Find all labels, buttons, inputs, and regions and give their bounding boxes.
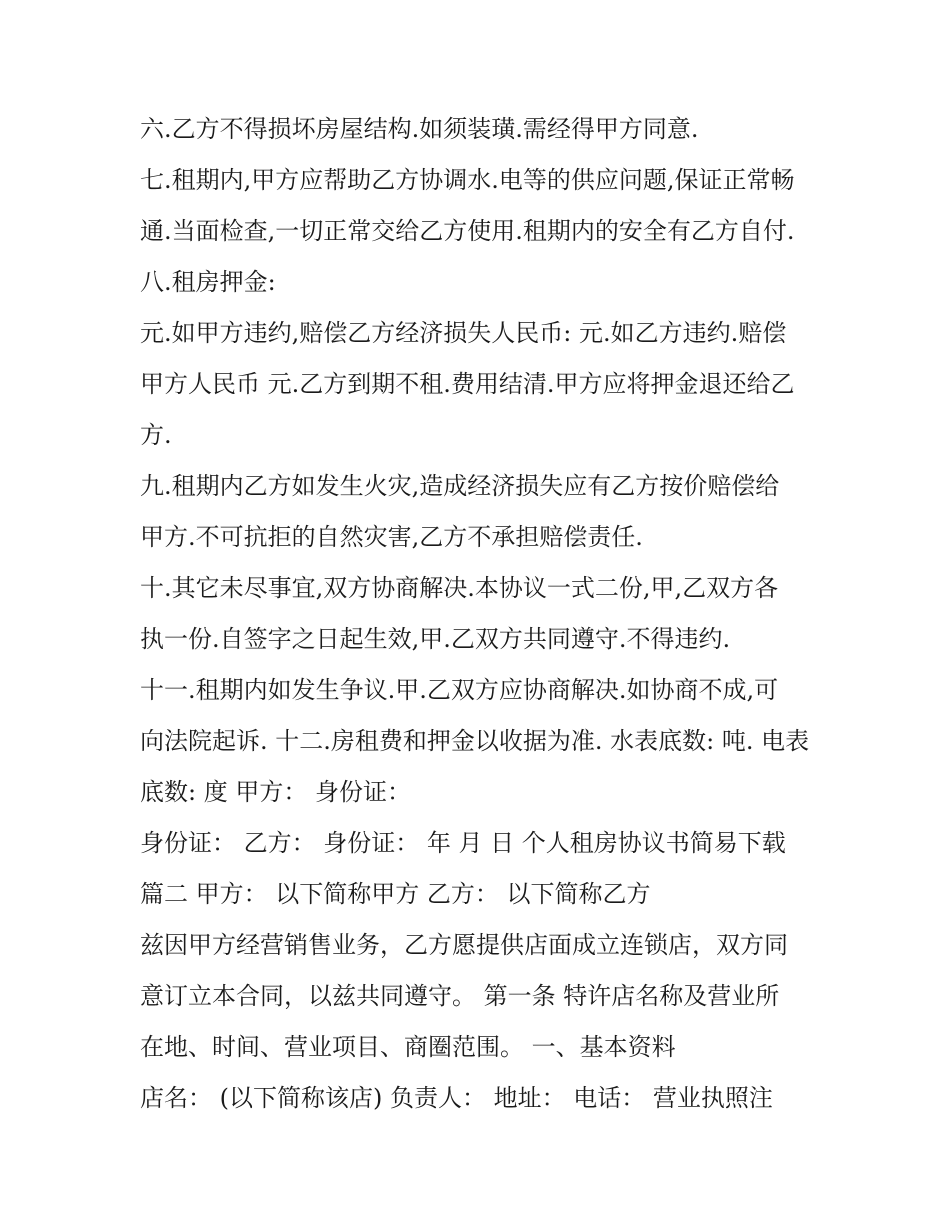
text-line: 八.租房押金: bbox=[140, 268, 276, 296]
text-line: 方. bbox=[140, 421, 172, 449]
text-line: 甲方.不可抗拒的自然灾害,乙方不承担赔偿责任. bbox=[140, 523, 643, 551]
text-line: 九.租期内乙方如发生火灾,造成经济损失应有乙方按价赔偿给 bbox=[140, 472, 780, 500]
text-line: 底数: 度 甲方： 身份证： bbox=[140, 778, 411, 806]
text-line: 十一.租期内如发生争议.甲.乙双方应协商解决.如协商不成,可 bbox=[140, 676, 779, 704]
text-line: 在地、时间、营业项目、商圈范围。 一、基本资料 bbox=[140, 1033, 676, 1061]
text-line: 执一份.自签字之日起生效,甲.乙双方共同遵守.不得违约. bbox=[140, 625, 731, 653]
text-line: 元.如甲方违约,赔偿乙方经济损失人民币: 元.如乙方违约.赔偿 bbox=[140, 319, 787, 347]
text-line: 十.其它未尽事宜,双方协商解决.本协议一式二份,甲,乙双方各 bbox=[140, 574, 779, 602]
text-line: 向法院起诉. 十二.房租费和押金以收据为准. 水表底数: 吨. 电表 bbox=[140, 727, 810, 755]
text-line: 篇二 甲方： 以下简称甲方 乙方： 以下简称乙方 bbox=[140, 880, 651, 908]
document-body bbox=[140, 104, 820, 1124]
text-line: 兹因甲方经营销售业务，乙方愿提供店面成立连锁店，双方同 bbox=[140, 931, 788, 959]
text-line: 意订立本合同，以兹共同遵守。 第一条 特许店名称及营业所 bbox=[140, 982, 780, 1010]
text-line: 六.乙方不得损坏房屋结构.如须装璜.需经得甲方同意. bbox=[140, 115, 699, 143]
text-line: 甲方人民币 元.乙方到期不租.费用结清.甲方应将押金退还给乙 bbox=[140, 370, 795, 398]
text-line: 店名： (以下简称该店) 负责人： 地址： 电话： 营业执照注 bbox=[140, 1084, 773, 1112]
text-line: 七.租期内,甲方应帮助乙方协调水.电等的供应问题,保证正常畅 bbox=[140, 166, 795, 194]
text-line: 通.当面检查,一切正常交给乙方使用.租期内的安全有乙方自付. bbox=[140, 217, 795, 245]
text-line: 身份证： 乙方： 身份证： 年 月 日 个人租房协议书简易下载 bbox=[140, 829, 786, 857]
